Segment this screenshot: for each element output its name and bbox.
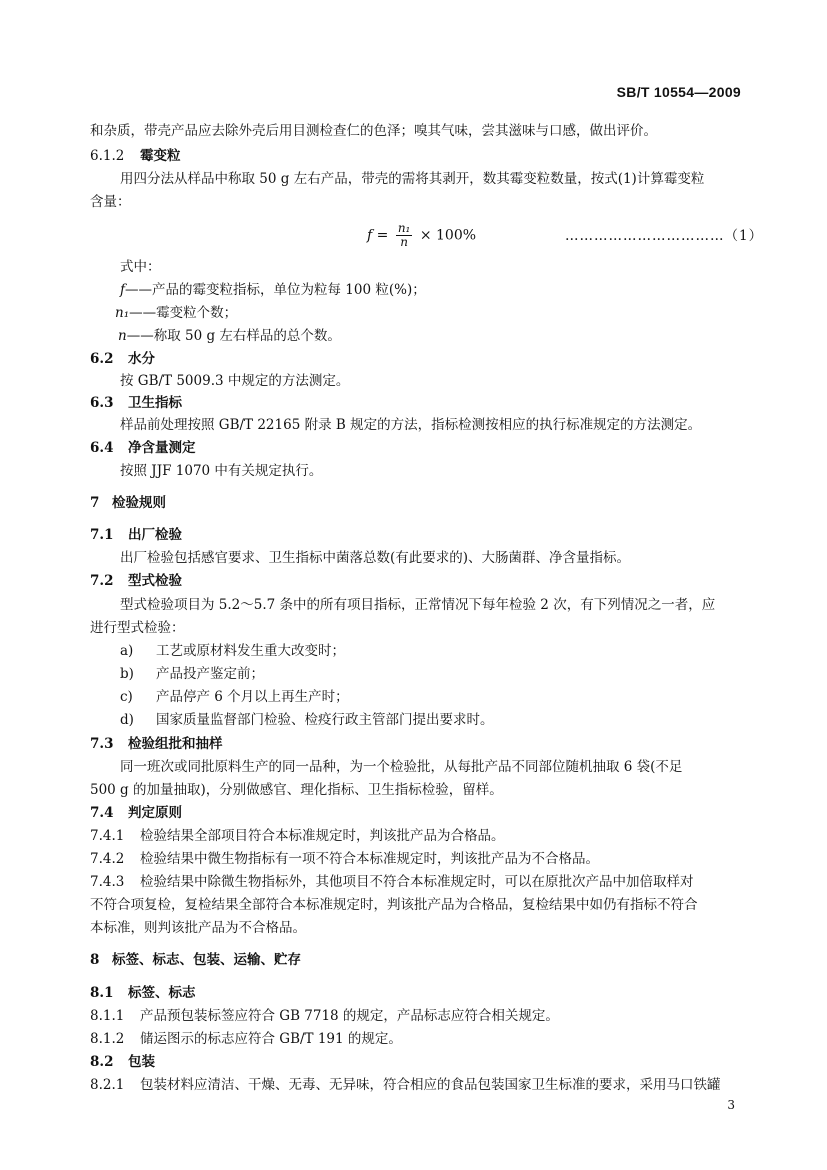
clause-8-2-1 xyxy=(90,1076,743,1094)
page-number: 3 xyxy=(727,1098,735,1112)
clause-number: 7.4.1 xyxy=(90,828,125,844)
clause-text: 包装材料应清洁、干燥、无毒、无异味，符合相应的食品包装国家卫生标准的要求，采用马口铁罐 xyxy=(140,1077,721,1093)
list-item xyxy=(120,688,349,706)
symbol: n₁ xyxy=(115,305,130,321)
symbol: n xyxy=(118,328,127,344)
clause-text: 产品预包装标签应符合 GB 7718 的规定，产品标志应符合相关规定。 xyxy=(140,1008,559,1024)
paragraph-line: 含量： xyxy=(90,194,131,210)
where-n1 xyxy=(115,304,743,322)
clause-7-4-2 xyxy=(90,850,743,868)
chapter-number: 8 xyxy=(90,952,100,968)
chapter-title: 标签、标志、包装、运输、贮存 xyxy=(112,952,301,968)
symbol: f xyxy=(120,282,125,298)
where-f xyxy=(120,281,743,299)
section-number: 7.3 xyxy=(90,736,114,752)
list-item xyxy=(120,665,264,683)
list-item-label: a) xyxy=(120,643,134,659)
list-item-label: b) xyxy=(120,666,134,682)
clause-number: 7.4.2 xyxy=(90,851,125,867)
definition: ——称取 50 g 左右样品的总个数。 xyxy=(126,328,341,344)
section-heading-7-4 xyxy=(90,804,743,822)
clause-text: 检验结果中除微生物指标外，其他项目不符合本标准规定时，可以在原批次产品中加倍取样对 xyxy=(140,874,694,890)
paragraph-line: 进行型式检验： xyxy=(90,620,185,636)
clause-text: 检验结果全部项目符合本标准规定时，判该批产品为合格品。 xyxy=(140,828,505,844)
clause-number: 8.1.2 xyxy=(90,1031,125,1047)
section-number: 6.4 xyxy=(90,440,114,456)
section-title: 水分 xyxy=(128,351,155,367)
section-title: 卫生指标 xyxy=(128,395,182,411)
formula-rhs: × 100% xyxy=(419,227,477,244)
definition: ——霉变粒个数； xyxy=(129,305,238,321)
list-item-text: 工艺或原材料发生重大改变时； xyxy=(156,643,345,659)
clause-number: 8.1.1 xyxy=(90,1008,125,1024)
chapter-number: 7 xyxy=(90,495,100,511)
formula-fraction xyxy=(396,222,413,249)
section-heading-7-1 xyxy=(90,526,743,544)
section-number: 7.1 xyxy=(90,527,114,543)
section-title: 检验组批和抽样 xyxy=(128,736,223,752)
definition: ——产品的霉变粒指标，单位为粒每 100 粒(%)； xyxy=(125,282,426,298)
section-heading-6-1-2 xyxy=(90,147,743,165)
section-number: 6.1.2 xyxy=(90,148,125,164)
section-number: 6.3 xyxy=(90,395,114,411)
section-number: 8.2 xyxy=(90,1054,114,1070)
formula-numerator: n₁ xyxy=(397,221,411,235)
list-item xyxy=(120,642,345,660)
formula-lhs: f = xyxy=(367,227,389,244)
chapter-heading-8 xyxy=(90,951,743,969)
section-title: 出厂检验 xyxy=(128,527,182,543)
formula xyxy=(367,222,476,249)
formula-denominator: n xyxy=(400,235,408,249)
paragraph-line: 按 GB/T 5009.3 中规定的方法测定。 xyxy=(120,373,350,389)
clause-8-1-2 xyxy=(90,1030,743,1048)
paragraph-line: 按照 JJF 1070 中有关规定执行。 xyxy=(120,463,323,479)
section-number: 7.2 xyxy=(90,573,114,589)
section-heading-7-2 xyxy=(90,572,743,590)
paragraph-line: 出厂检验包括感官要求、卫生指标中菌落总数(有此要求的)、大肠菌群、净含量指标。 xyxy=(120,550,631,566)
clause-7-4-3 xyxy=(90,873,743,891)
list-item xyxy=(120,711,494,729)
section-heading-6-2 xyxy=(90,350,743,368)
paragraph-line: 500 g 的加量抽取)，分别做感官、理化指标、卫生指标检验，留样。 xyxy=(90,782,503,798)
section-number: 8.1 xyxy=(90,985,114,1001)
section-heading-7-3 xyxy=(90,735,743,753)
section-title: 标签、标志 xyxy=(128,985,196,1001)
section-title: 型式检验 xyxy=(128,573,182,589)
section-heading-6-4 xyxy=(90,439,743,457)
list-item-text: 产品投产鉴定前； xyxy=(156,666,264,682)
clause-7-4-1 xyxy=(90,827,743,845)
paragraph-line: 型式检验项目为 5.2～5.7 条中的所有项目指标，正常情况下每年检验 2 次，有下列情况之一者，应 xyxy=(120,597,716,613)
section-number: 6.2 xyxy=(90,351,114,367)
section-heading-8-1 xyxy=(90,984,743,1002)
list-item-text: 国家质量监督部门检验、检疫行政主管部门提出要求时。 xyxy=(156,712,494,728)
clause-number: 7.4.3 xyxy=(90,874,125,890)
list-item-label: c) xyxy=(120,689,133,705)
list-item-label: d) xyxy=(120,712,134,728)
clause-8-1-1 xyxy=(90,1007,743,1025)
paragraph-line: 用四分法从样品中称取 50 g 左右产品，带壳的需将其剥开，数其霉变粒数量，按式(1)计算霉变粒 xyxy=(120,171,705,187)
paragraph-line: 同一班次或同批原料生产的同一品种，为一个检验批，从每批产品不同部位随机抽取 6 袋(不足 xyxy=(120,759,683,775)
section-number: 7.4 xyxy=(90,805,114,821)
standard-code: SB/T 10554—2009 xyxy=(616,84,741,100)
paragraph-line: 本标准，则判该批产品为不合格品。 xyxy=(90,920,306,936)
paragraph-line: 和杂质，带壳产品应去除外壳后用目测检查仁的色泽；嗅其气味，尝其滋味与口感，做出评价。 xyxy=(90,123,657,139)
clause-text: 检验结果中微生物指标有一项不符合本标准规定时，判该批产品为不合格品。 xyxy=(140,851,599,867)
section-title: 判定原则 xyxy=(128,805,182,821)
section-heading-8-2 xyxy=(90,1053,743,1071)
chapter-title: 检验规则 xyxy=(112,495,166,511)
where-intro: 式中： xyxy=(120,259,161,275)
section-heading-6-3 xyxy=(90,394,743,412)
section-title: 霉变粒 xyxy=(140,148,181,164)
clause-text: 储运图示的标志应符合 GB/T 191 的规定。 xyxy=(140,1031,402,1047)
clause-number: 8.2.1 xyxy=(90,1077,125,1093)
where-n xyxy=(118,327,743,345)
section-title: 包装 xyxy=(128,1054,155,1070)
section-title: 净含量测定 xyxy=(128,440,196,456)
list-item-text: 产品停产 6 个月以上再生产时； xyxy=(156,689,349,705)
chapter-heading-7 xyxy=(90,494,743,512)
equation-number: ……………………………（1） xyxy=(565,228,764,244)
paragraph-line: 样品前处理按照 GB/T 22165 附录 B 规定的方法，指标检测按相应的执行标准规定的方法测定。 xyxy=(120,417,702,433)
paragraph-line: 不符合项复检，复检结果全部符合本标准规定时，判该批产品为合格品，复检结果中如仍有指标不符合 xyxy=(90,897,698,913)
